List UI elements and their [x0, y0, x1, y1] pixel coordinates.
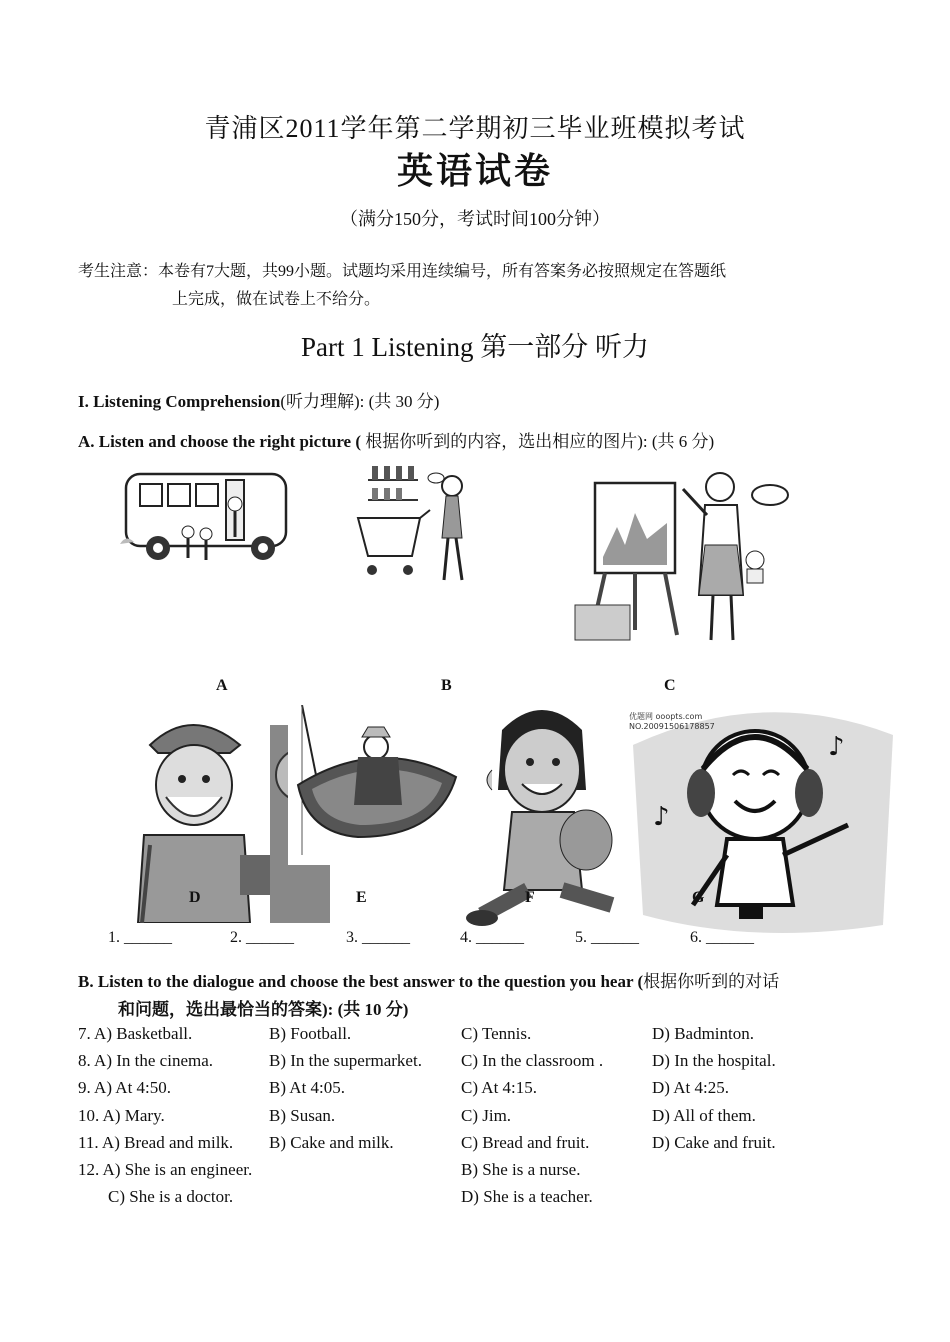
- answer-blank-4[interactable]: 4. ______: [460, 929, 524, 946]
- picture-g-music: [623, 705, 898, 935]
- q7-option-b[interactable]: B) Football.: [269, 1024, 352, 1043]
- q8-option-d[interactable]: D) In the hospital.: [652, 1051, 776, 1070]
- q7-option-c[interactable]: C) Tennis.: [461, 1024, 532, 1043]
- sectionB-heading-line1: [78, 967, 779, 992]
- label-a: A: [216, 677, 228, 694]
- q11-option-a[interactable]: 11. A) Bread and milk.: [78, 1133, 234, 1152]
- q11-option-b[interactable]: B) Cake and milk.: [269, 1133, 394, 1152]
- q10-option-a[interactable]: 10. A) Mary.: [78, 1106, 165, 1125]
- picture-a-bus: [118, 462, 293, 582]
- label-f: F: [525, 889, 535, 906]
- sectionB-heading-cn: 根据你听到的对话: [643, 972, 780, 991]
- q9-option-a[interactable]: 9. A) At 4:50.: [78, 1078, 172, 1097]
- sectionB-heading-en: B. Listen to the dialogue and choose the best answer to the question you hear (: [78, 972, 644, 991]
- q12-option-b[interactable]: B) She is a nurse.: [461, 1160, 581, 1179]
- watermark-line2: NO.20091506178857: [629, 722, 715, 731]
- section1-heading-cn: (听力理解): (共 30 分): [280, 392, 440, 411]
- picture-b-shopping: [350, 458, 480, 593]
- q12-option-d[interactable]: D) She is a teacher.: [461, 1187, 593, 1206]
- q12-option-c[interactable]: C) She is a doctor.: [108, 1187, 234, 1206]
- label-g: G: [692, 889, 705, 906]
- answer-blank-2[interactable]: 2. ______: [230, 929, 294, 946]
- exam-title-line2: 英语试卷: [396, 151, 553, 191]
- exam-subtitle: （满分150分，考试时间100分钟）: [340, 209, 610, 229]
- part-title: Part 1 Listening 第一部分 听力: [301, 332, 649, 362]
- exam-notice: [78, 258, 878, 314]
- q9-option-c[interactable]: C) At 4:15.: [461, 1078, 538, 1097]
- svg-text:♪: ♪: [828, 732, 845, 762]
- label-d: D: [189, 889, 201, 906]
- q10-option-d[interactable]: D) All of them.: [652, 1106, 756, 1125]
- section1-heading: [78, 387, 439, 412]
- label-c: C: [664, 677, 676, 694]
- q8-option-c[interactable]: C) In the classroom .: [461, 1051, 604, 1070]
- q7-option-a[interactable]: 7. A) Basketball.: [78, 1024, 193, 1043]
- notice-line2: 上完成，做在试卷上不给分。: [172, 291, 381, 308]
- picture-c-painting: [565, 465, 795, 650]
- q11-option-c[interactable]: C) Bread and fruit.: [461, 1133, 590, 1152]
- picture-f-girl-walking: [462, 700, 622, 950]
- notice-line1: 考生注意：本卷有7大题，共99小题。试题均采用连续编号，所有答案务必按照规定在答题纸: [78, 263, 727, 280]
- answer-blank-5[interactable]: 5. ______: [575, 929, 639, 946]
- svg-text:♪: ♪: [653, 802, 670, 832]
- q9-option-b[interactable]: B) At 4:05.: [269, 1078, 346, 1097]
- q11-option-d[interactable]: D) Cake and fruit.: [652, 1133, 776, 1152]
- picture-e-fishing: [288, 705, 463, 865]
- sectionA-heading: [78, 427, 714, 452]
- sectionA-heading-cn: 根据你听到的内容，选出相应的图片): (共 6 分): [361, 432, 715, 451]
- q8-option-a[interactable]: 8. A) In the cinema.: [78, 1051, 214, 1070]
- q10-option-b[interactable]: B) Susan.: [269, 1106, 336, 1125]
- q10-option-c[interactable]: C) Jim.: [461, 1106, 512, 1125]
- exam-title-line1: 青浦区2011学年第二学期初三毕业班模拟考试: [204, 114, 746, 143]
- answer-blank-6[interactable]: 6. ______: [690, 929, 754, 946]
- section1-heading-en: I. Listening Comprehension: [78, 392, 281, 411]
- watermark-line1: 优题网 ooopts.com: [629, 712, 703, 721]
- q8-option-b[interactable]: B) In the supermarket.: [269, 1051, 422, 1070]
- label-e: E: [356, 889, 367, 906]
- answer-blank-1[interactable]: 1. ______: [108, 929, 172, 946]
- q7-option-d[interactable]: D) Badminton.: [652, 1024, 754, 1043]
- q9-option-d[interactable]: D) At 4:25.: [652, 1078, 729, 1097]
- q12-option-a[interactable]: 12. A) She is an engineer.: [78, 1160, 253, 1179]
- label-b: B: [441, 677, 452, 694]
- sectionA-heading-en: A. Listen and choose the right picture (: [78, 432, 362, 451]
- sectionB-heading-line2: 和问题，选出最恰当的答案): (共 10 分): [118, 1000, 409, 1019]
- answer-blank-3[interactable]: 3. ______: [346, 929, 410, 946]
